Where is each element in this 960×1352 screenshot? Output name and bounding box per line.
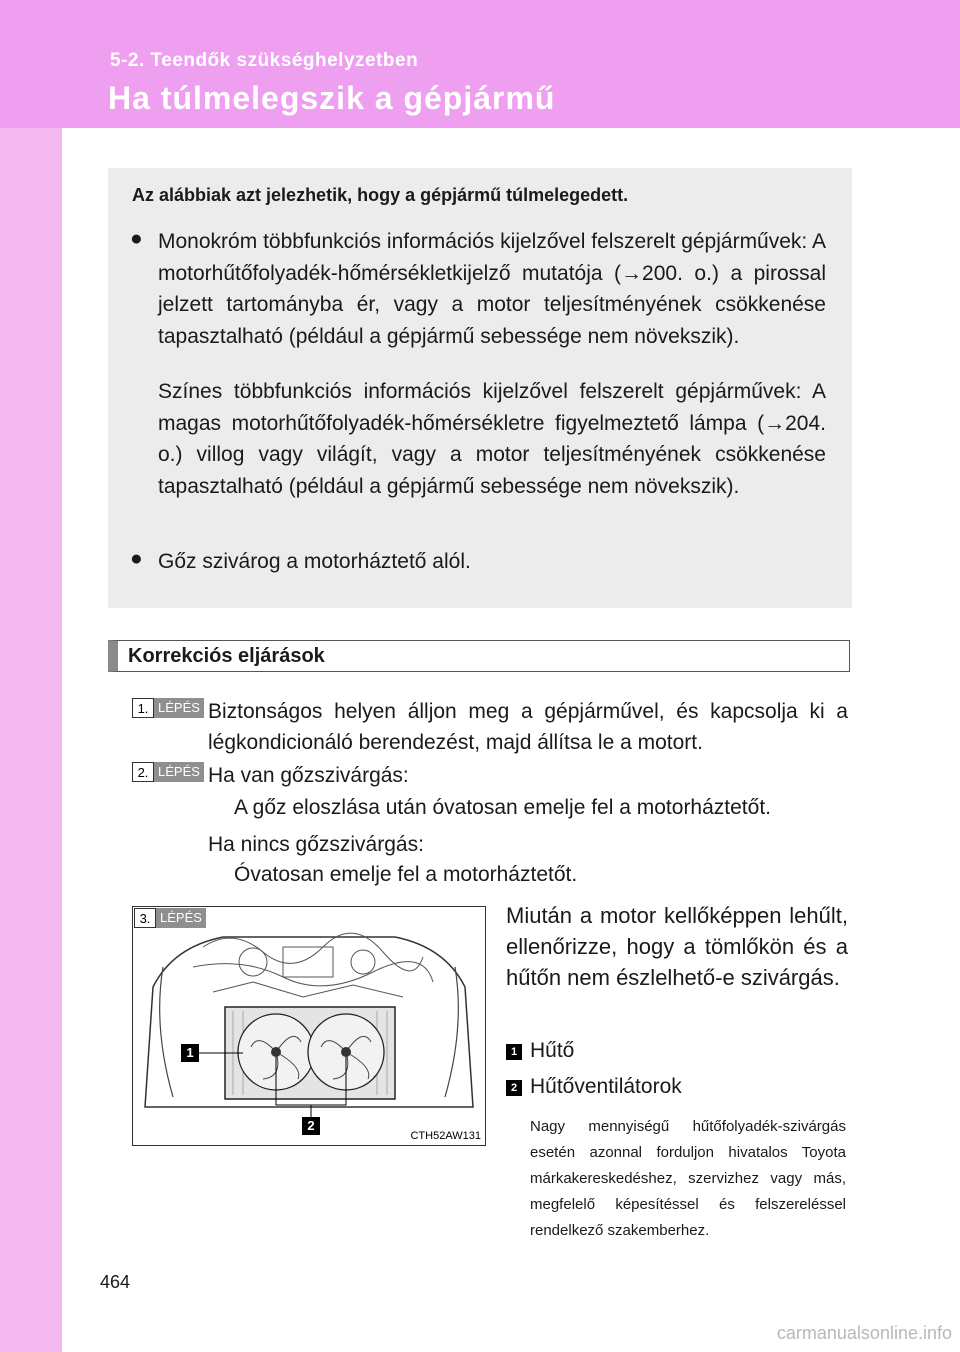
- legend-1-icon: 1: [506, 1044, 522, 1060]
- warning-signs-box: [108, 168, 852, 608]
- page-number: 464: [100, 1272, 131, 1292]
- step-2-action-steam: A gőz eloszlása után óvatosan emelje fel a motorháztetőt.: [234, 796, 771, 819]
- step-word: LÉPÉS: [154, 698, 204, 718]
- callout-2-icon: 2: [302, 1117, 320, 1135]
- engine-bay-figure: [132, 906, 486, 1146]
- step-2-badge: [132, 762, 204, 784]
- step-1-badge: [132, 698, 204, 720]
- step-3-badge: [134, 908, 206, 930]
- step-word: LÉPÉS: [156, 908, 206, 928]
- bullet-icon: ●: [130, 547, 143, 570]
- bullet-text-color: Színes többfunkciós információs kijelzővel felszerelt gépjárművek: A magas motorhűtőfolyadék-hőmérsékletre figyelmeztető lámpa (→204. o.) villog vagy világít, vagy a motor teljesítményének csökkenése tapasztalható (például a gépjármű sebessége nem növekszik).: [158, 380, 826, 498]
- bullet-text-steam: Gőz szivárog a motorháztető alól.: [158, 550, 471, 573]
- legend-2-icon: 2: [506, 1080, 522, 1096]
- step-2-condition-steam: Ha van gőzszivárgás:: [208, 764, 409, 787]
- step-2-action-no-steam: Óvatosan emelje fel a motorháztetőt.: [234, 863, 578, 886]
- left-color-band: [0, 0, 62, 1352]
- bullet-icon: ●: [130, 227, 143, 250]
- bullet-text-monochrome: Monokróm többfunkciós információs kijelzővel felszerelt gépjárművek: A motorhűtőfolyadék-hőmérsékletkijelző mutatója (→200. o.) a pirossal jelzett tartományba ér, vagy a motor teljesítményének csökkenése tapasztalható (például a gépjármű sebessége nem növekszik).: [158, 230, 826, 348]
- step-number: 2.: [132, 762, 154, 782]
- page-title: Ha túlmelegszik a gépjármű: [108, 80, 556, 116]
- step-3-text: Miután a motor kellőképpen lehűlt, ellenőrizze, hogy a tömlőkön és a hűtőn nem észlelhető-e szivárgás.: [506, 903, 848, 990]
- page-header: [0, 0, 960, 128]
- figure-code: CTH52AW131: [410, 1130, 481, 1142]
- legend-1-label: Hűtő: [530, 1039, 575, 1062]
- info-box-heading: Az alábbiak azt jelezhetik, hogy a gépjármű túlmelegedett.: [132, 185, 629, 205]
- leak-note: Nagy mennyiségű hűtőfolyadék-szivárgás esetén azonnal forduljon hivatalos Toyota márkakereskedéshez, szervizhez vagy más, megfelelő képesítéssel és felszereléssel rendelkező szakemberhez.: [530, 1118, 846, 1239]
- callout-1-icon: 1: [181, 1044, 199, 1062]
- legend-2-label: Hűtőventilátorok: [530, 1075, 682, 1098]
- step-1-text: Biztonságos helyen álljon meg a gépjárművel, és kapcsolja ki a légkondicionáló berendezést, majd állítsa le a motort.: [208, 700, 848, 754]
- step-number: 1.: [132, 698, 154, 718]
- subsection-title: Korrekciós eljárások: [128, 645, 325, 667]
- subsection-heading: [108, 640, 850, 672]
- engine-bay-illustration: [133, 907, 485, 1145]
- step-word: LÉPÉS: [154, 762, 204, 782]
- watermark: carmanualsonline.info: [776, 1323, 952, 1343]
- step-2-condition-no-steam: Ha nincs gőzszivárgás:: [208, 833, 424, 856]
- section-label: 5-2. Teendők szükséghelyzetben: [110, 50, 419, 71]
- step-number: 3.: [134, 908, 156, 928]
